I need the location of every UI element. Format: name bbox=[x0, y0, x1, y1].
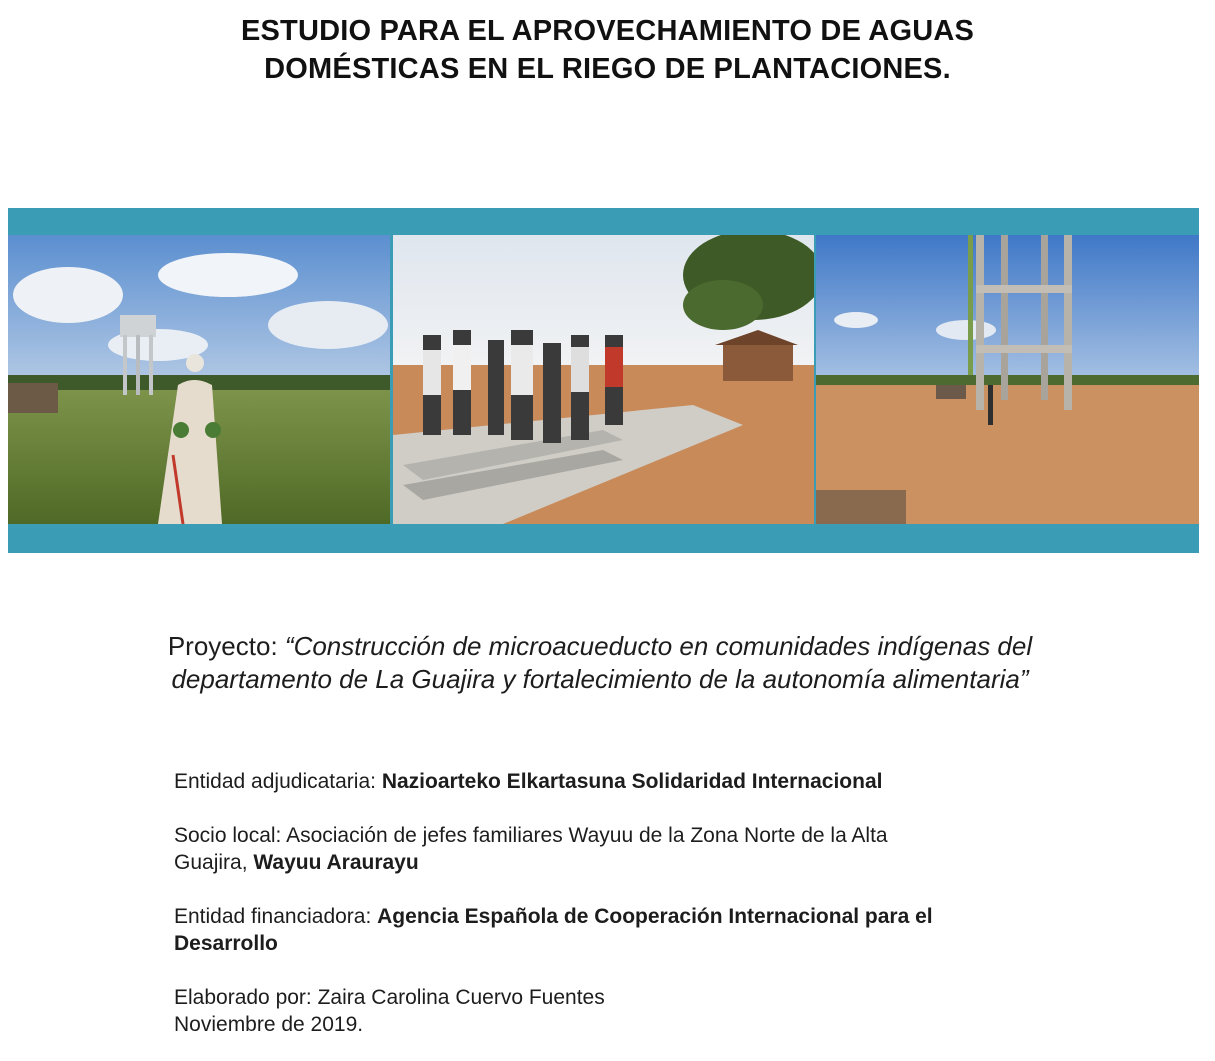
funder-label: Entidad financiadora: bbox=[174, 905, 378, 928]
photo-band bbox=[8, 208, 1199, 553]
document-title bbox=[0, 12, 1215, 88]
local-partner-text-2: Guajira, bbox=[174, 851, 254, 874]
awardee-value: Nazioarteko Elkartasuna Solidaridad Internacional bbox=[381, 770, 883, 793]
local-partner bbox=[174, 822, 1054, 876]
photo-water-tower bbox=[816, 235, 1199, 524]
photo-group-roof-panels bbox=[393, 235, 814, 524]
project-block bbox=[100, 630, 1100, 696]
title-line-2: DOMÉSTICAS EN EL RIEGO DE PLANTACIONES. bbox=[264, 53, 951, 85]
project-label: Proyecto: bbox=[167, 631, 285, 661]
local-partner-label: Socio local: bbox=[174, 824, 287, 847]
local-partner-value: Wayuu Araurayu bbox=[253, 851, 419, 874]
funding-entity bbox=[174, 903, 1054, 957]
date-line: Noviembre de 2019. bbox=[174, 1013, 364, 1036]
project-name: “Construcción de microacueducto en comunidades indígenas del departamento de La Guajira y fortalecimiento de la autonomía alimentaria” bbox=[171, 631, 1033, 694]
photo-woman-field bbox=[8, 235, 390, 524]
awardee-entity bbox=[174, 768, 1054, 795]
local-partner-text: Asociación de jefes familiares Wayuu de la Zona Norte de la Alta bbox=[286, 824, 888, 847]
funder-value: Agencia Española de Cooperación Internacional para el bbox=[377, 905, 933, 928]
awardee-label: Entidad adjudicataria: bbox=[174, 770, 382, 793]
title-line-1: ESTUDIO PARA EL APROVECHAMIENTO DE AGUAS bbox=[240, 15, 975, 47]
author-block bbox=[174, 984, 1054, 1038]
author-line: Elaborado por: Zaira Carolina Cuervo Fuentes bbox=[174, 986, 605, 1009]
funder-value-2: Desarrollo bbox=[174, 932, 278, 955]
